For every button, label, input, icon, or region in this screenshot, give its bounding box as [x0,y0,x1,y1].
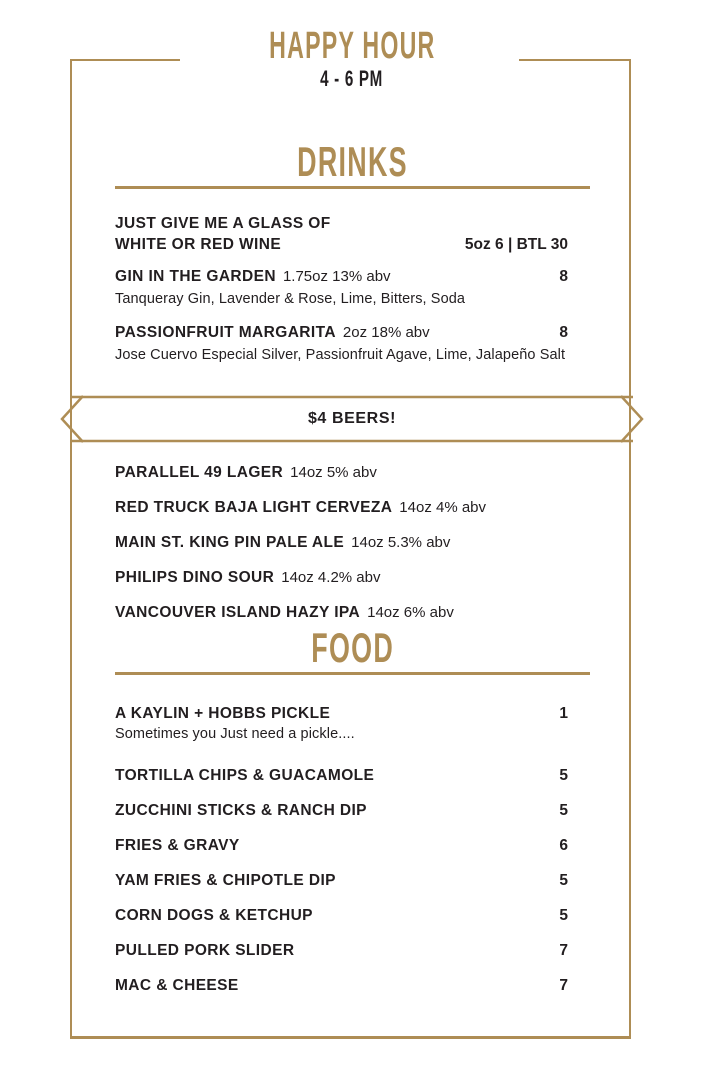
frame-right-border [629,59,631,1038]
item-name-line2: WHITE OR RED WINE [115,236,282,253]
item-name: PHILIPS DINO SOUR [115,569,275,586]
item-price: 5 [559,907,568,924]
menu-item-beer [115,497,590,518]
item-description: Jose Cuervo Especial Silver, Passionfruit Agave, Lime, Jalapeño Salt [115,347,566,363]
item-name: FRIES & GRAVY [115,837,240,854]
item-name: MAIN ST. KING PIN PALE ALE [115,534,345,551]
food-heading-rule [115,672,590,675]
item-name: CORN DOGS & KETCHUP [115,907,313,924]
menu-item-beer [115,462,590,483]
item-price: 6 [559,837,568,854]
item-detail: 2oz 18% abv [342,324,430,341]
item-price: 8 [559,268,568,285]
beer-banner [57,394,647,444]
drinks-list [115,213,590,365]
item-title-row [115,703,590,724]
food-heading-text: FOOD [311,624,394,671]
item-name: MAC & CHEESE [115,977,239,994]
item-name: PASSIONFRUIT MARGARITA [115,324,336,341]
item-price: 8 [559,324,568,341]
item-name: TORTILLA CHIPS & GUACAMOLE [115,767,375,784]
menu-item-food [115,800,590,821]
menu-item-food [115,835,590,856]
menu-item-margarita [115,322,590,365]
drinks-heading-text: DRINKS [297,138,408,185]
item-name: A KAYLIN + HOBBS PICKLE [115,705,331,722]
item-name: PULLED PORK SLIDER [115,942,295,959]
frame-bottom-border [70,1036,631,1039]
item-name: PARALLEL 49 LAGER [115,464,284,481]
item-price: 7 [559,942,568,959]
item-name-line1: JUST GIVE ME A GLASS OF [115,215,331,232]
menu-item-beer [115,532,590,553]
wine-name-lines [115,213,331,255]
item-price: 1 [559,705,568,722]
header-hours-wrap [0,68,704,93]
menu-item-beer [115,602,590,623]
item-detail: 14oz 6% abv [367,604,454,621]
frame-left-border [70,59,72,1038]
menu-item-food [115,975,590,996]
item-price: 5 [559,767,568,784]
happy-hour-times: 4 - 6 PM [320,66,384,91]
menu-item-wine [115,213,590,255]
item-name: VANCOUVER ISLAND HAZY IPA [115,604,361,621]
menu-item-food [115,905,590,926]
menu-item-food [115,870,590,891]
item-title-row [115,322,590,343]
menu-item-gin [115,266,590,309]
item-name: RED TRUCK BAJA LIGHT CERVEZA [115,499,393,516]
page-title: HAPPY HOUR [268,25,436,67]
item-detail: 14oz 5.3% abv [351,534,451,551]
item-detail: 1.75oz 13% abv [282,268,391,285]
item-title-row [115,266,590,287]
item-price: 5oz 6 | BTL 30 [464,236,568,253]
item-name: YAM FRIES & CHIPOTLE DIP [115,872,336,889]
drinks-heading-rule [115,186,590,189]
item-name: GIN IN THE GARDEN [115,268,276,285]
beer-banner-label: $4 BEERS! [307,410,397,427]
item-description: Tanqueray Gin, Lavender & Rose, Lime, Bitters, Soda [115,291,466,307]
menu-item-food [115,940,590,961]
item-description: Sometimes you Just need a pickle.... [115,726,355,742]
food-list [115,703,590,1010]
item-price: 5 [559,872,568,889]
item-name-with-detail [115,266,391,287]
item-name: ZUCCHINI STICKS & RANCH DIP [115,802,367,819]
item-price: 5 [559,802,568,819]
item-detail: 14oz 5% abv [290,464,377,481]
menu-item-pickle [115,703,590,744]
item-name-with-detail [115,322,430,343]
item-detail: 14oz 4.2% abv [281,569,381,586]
item-price: 7 [559,977,568,994]
item-detail: 14oz 4% abv [399,499,487,516]
menu-item-beer [115,567,590,588]
menu-item-food [115,765,590,786]
beers-list [115,462,590,637]
